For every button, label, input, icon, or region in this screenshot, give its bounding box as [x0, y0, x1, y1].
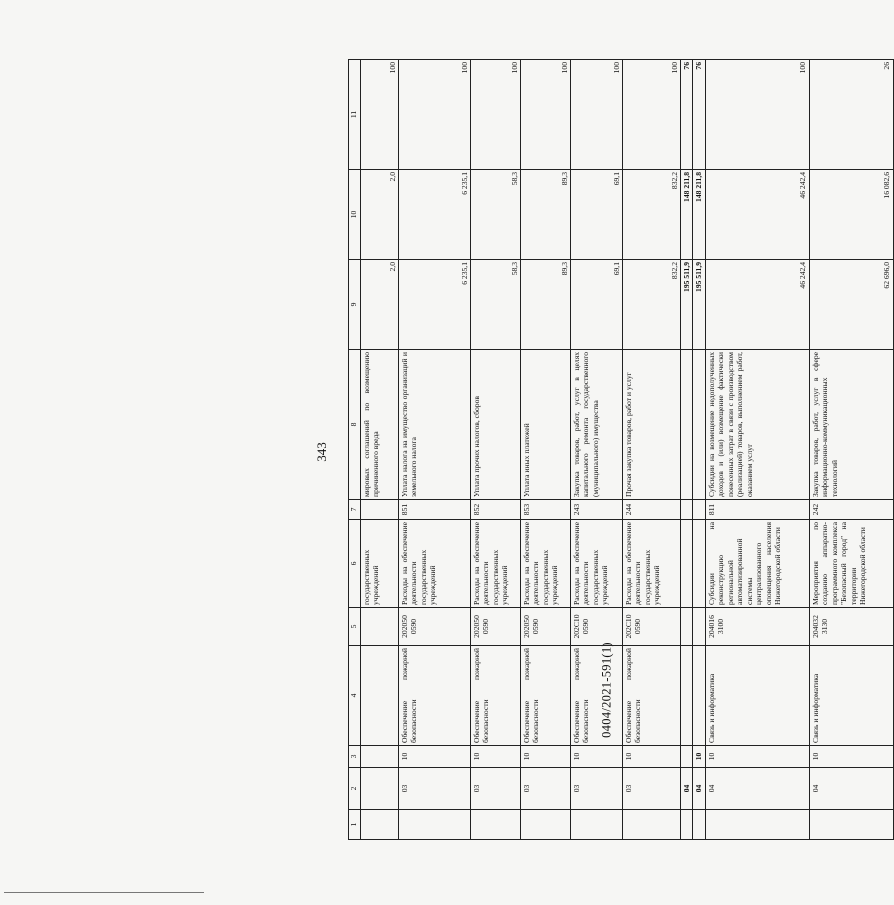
- column-header-10: 10: [349, 170, 361, 260]
- cell-col-4: [681, 646, 693, 746]
- cell-col-7: [361, 500, 399, 520]
- cell-col-2: 04: [693, 768, 705, 810]
- cell-col-10: 6 235,1: [399, 170, 471, 260]
- page-number: 343: [314, 442, 329, 462]
- table-row: [681, 60, 693, 840]
- cell-col-10: 16 082,6: [809, 170, 893, 260]
- cell-col-5: 202С10 0590: [571, 608, 623, 646]
- cell-col-4: Обеспечение пожарной безопасности: [571, 646, 623, 746]
- table-row: [521, 60, 571, 840]
- table-row: [705, 60, 809, 840]
- column-header-3: 3: [349, 746, 361, 768]
- cell-col-2: 04: [809, 768, 893, 810]
- cell-col-6: Расходы на обеспечение деятельности государственных учреждений: [571, 520, 623, 608]
- column-header-5: 5: [349, 608, 361, 646]
- cell-col-9: 58,3: [471, 260, 521, 350]
- cell-col-4: Связь и информатика: [705, 646, 809, 746]
- column-header-1: 1: [349, 810, 361, 840]
- cell-col-2: 03: [571, 768, 623, 810]
- cell-col-1: [681, 810, 693, 840]
- cell-col-7: 244: [623, 500, 681, 520]
- cell-col-3: 10: [809, 746, 893, 768]
- cell-col-3: 10: [623, 746, 681, 768]
- table-row: [571, 60, 623, 840]
- cell-col-8: [693, 350, 705, 500]
- cell-col-6: Расходы на обеспечение деятельности государственных учреждений: [623, 520, 681, 608]
- cell-col-3: 10: [521, 746, 571, 768]
- cell-col-8: мировых соглашений по возмещению причиненного вреда: [361, 350, 399, 500]
- cell-col-8: Прочая закупка товаров, работ и услуг: [623, 350, 681, 500]
- cell-col-6: Расходы на обеспечение деятельности государственных учреждений: [521, 520, 571, 608]
- cell-col-5: [361, 608, 399, 646]
- cell-col-11: 26: [809, 60, 893, 170]
- cell-col-10: 832,2: [623, 170, 681, 260]
- column-header-4: 4: [349, 646, 361, 746]
- header-row: [349, 60, 361, 840]
- cell-col-11: 100: [399, 60, 471, 170]
- cell-col-10: 2,0: [361, 170, 399, 260]
- cell-col-1: [361, 810, 399, 840]
- cell-col-1: [623, 810, 681, 840]
- cell-col-7: 242: [809, 500, 893, 520]
- cell-col-11: 76: [681, 60, 693, 170]
- cell-col-3: 10: [693, 746, 705, 768]
- cell-col-9: 195 511,9: [693, 260, 705, 350]
- cell-col-6: [681, 520, 693, 608]
- cell-col-9: 89,3: [521, 260, 571, 350]
- cell-col-6: Субсидии на реконструкцию региональной автоматизированной системы централизованного оповещения населения Нижегородской области: [705, 520, 809, 608]
- column-header-2: 2: [349, 768, 361, 810]
- cell-col-2: 03: [521, 768, 571, 810]
- column-header-6: 6: [349, 520, 361, 608]
- cell-col-4: Обеспечение пожарной безопасности: [399, 646, 471, 746]
- cell-col-5: 204016 3100: [705, 608, 809, 646]
- cell-col-5: 202050 0590: [399, 608, 471, 646]
- cell-col-8: Уплата прочих налогов, сборов: [471, 350, 521, 500]
- cell-col-2: 03: [623, 768, 681, 810]
- cell-col-8: Уплата иных платежей: [521, 350, 571, 500]
- cell-col-9: 62 696,0: [809, 260, 893, 350]
- cell-col-9: 195 511,9: [681, 260, 693, 350]
- cell-col-3: 10: [399, 746, 471, 768]
- cell-col-11: 100: [705, 60, 809, 170]
- cell-col-10: 148 211,8: [681, 170, 693, 260]
- cell-col-11: 100: [623, 60, 681, 170]
- column-header-8: 8: [349, 350, 361, 500]
- cell-col-4: Связь и информатика: [809, 646, 893, 746]
- cell-col-8: Закупка товаров, работ, услуг в целях капитального ремонта государственного (муниципального) имущества: [571, 350, 623, 500]
- cell-col-10: 58,3: [471, 170, 521, 260]
- cell-col-7: 853: [521, 500, 571, 520]
- cell-col-10: 69,1: [571, 170, 623, 260]
- cell-col-8: Уплата налога на имущество организаций и земельного налога: [399, 350, 471, 500]
- cell-col-5: 202С10 0590: [623, 608, 681, 646]
- cell-col-4: Обеспечение пожарной безопасности: [521, 646, 571, 746]
- cell-col-10: 89,3: [521, 170, 571, 260]
- cell-col-11: 100: [521, 60, 571, 170]
- cell-col-1: [705, 810, 809, 840]
- cell-col-7: 811: [705, 500, 809, 520]
- cell-col-5: [681, 608, 693, 646]
- cell-col-10: 148 211,8: [693, 170, 705, 260]
- cell-col-4: [693, 646, 705, 746]
- cell-col-11: 76: [693, 60, 705, 170]
- cell-col-8: Субсидии на возмещение недополученных доходов и (или) возмещение фактически понесенных затрат в связи с производством (реализацией) товаров, выполнением работ, оказанием услуг: [705, 350, 809, 500]
- cell-col-2: 04: [705, 768, 809, 810]
- cell-col-2: 03: [471, 768, 521, 810]
- cell-col-6: [693, 520, 705, 608]
- table-row: [623, 60, 681, 840]
- cell-col-5: [693, 608, 705, 646]
- document-code: 0404/2021-591(1): [599, 642, 614, 738]
- column-header-11: 11: [349, 60, 361, 170]
- cell-col-8: [681, 350, 693, 500]
- cell-col-5: 204032 3130: [809, 608, 893, 646]
- cell-col-8: Закупка товаров, работ, услуг в сфере информационно-коммуникационных технологий: [809, 350, 893, 500]
- cell-col-11: 100: [361, 60, 399, 170]
- table-body: [361, 60, 894, 840]
- cell-col-7: [681, 500, 693, 520]
- cell-col-2: [361, 768, 399, 810]
- cell-col-9: 832,2: [623, 260, 681, 350]
- cell-col-3: 10: [571, 746, 623, 768]
- cell-col-1: [809, 810, 893, 840]
- column-header-9: 9: [349, 260, 361, 350]
- cell-col-9: 2,0: [361, 260, 399, 350]
- cell-col-6: Расходы на обеспечение деятельности государственных учреждений: [399, 520, 471, 608]
- cell-col-3: 10: [705, 746, 809, 768]
- table-row: [693, 60, 705, 840]
- cell-col-11: 100: [471, 60, 521, 170]
- cell-col-2: 03: [399, 768, 471, 810]
- cell-col-7: 243: [571, 500, 623, 520]
- cell-col-4: [361, 646, 399, 746]
- table-row: [471, 60, 521, 840]
- cell-col-1: [471, 810, 521, 840]
- cell-col-9: 46 242,4: [705, 260, 809, 350]
- cell-col-7: 852: [471, 500, 521, 520]
- column-header-7: 7: [349, 500, 361, 520]
- cell-col-3: [361, 746, 399, 768]
- cell-col-4: Обеспечение пожарной безопасности: [623, 646, 681, 746]
- cell-col-6: государственных учреждений: [361, 520, 399, 608]
- cell-col-7: 851: [399, 500, 471, 520]
- cell-col-6: Мероприятия по созданию аппаратно-программного комплекса "Безопасный город" на территории Нижегородской области: [809, 520, 893, 608]
- cell-col-11: 100: [571, 60, 623, 170]
- cell-col-10: 46 242,4: [705, 170, 809, 260]
- cell-col-3: [681, 746, 693, 768]
- cell-col-9: 6 235,1: [399, 260, 471, 350]
- cell-col-9: 69,1: [571, 260, 623, 350]
- budget-table: [348, 59, 894, 840]
- cell-col-1: [571, 810, 623, 840]
- cell-col-4: Обеспечение пожарной безопасности: [471, 646, 521, 746]
- cell-col-5: 202050 0590: [521, 608, 571, 646]
- cell-col-6: Расходы на обеспечение деятельности государственных учреждений: [471, 520, 521, 608]
- table-row: [809, 60, 893, 840]
- cell-col-1: [521, 810, 571, 840]
- table-row: [399, 60, 471, 840]
- cell-col-2: 04: [681, 768, 693, 810]
- cell-col-1: [693, 810, 705, 840]
- cell-col-7: [693, 500, 705, 520]
- cell-col-3: 10: [471, 746, 521, 768]
- table-row: [361, 60, 399, 840]
- cell-col-1: [399, 810, 471, 840]
- cell-col-5: 202050 0590: [471, 608, 521, 646]
- scan-edge-line: [4, 892, 204, 893]
